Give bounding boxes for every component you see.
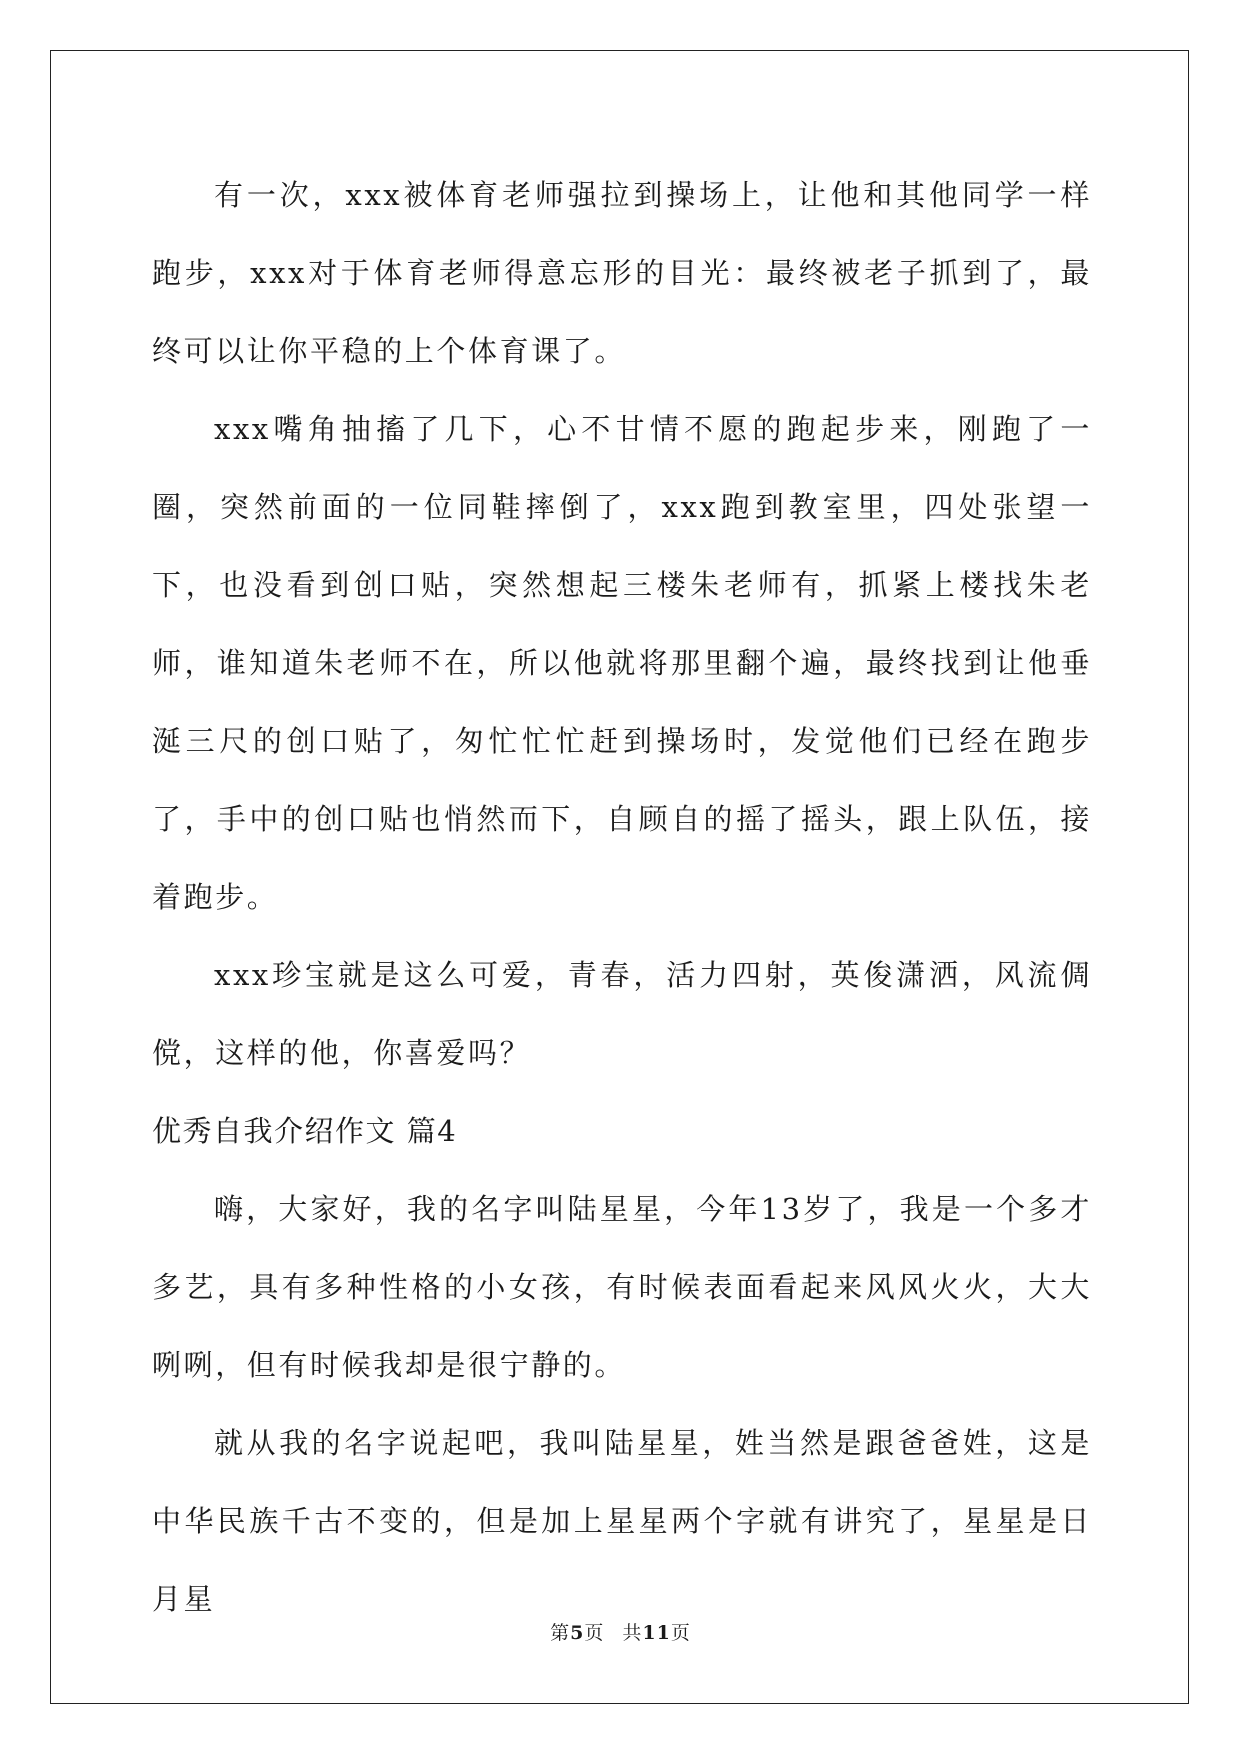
paragraph-5: 就从我的名字说起吧，我叫陆星星，姓当然是跟爸爸姓，这是中华民族千古不变的，但是加上星星两个字就有讲究了，星星是日月星: [152, 1426, 1092, 1616]
footer-page-mid: 页: [584, 1622, 605, 1644]
paragraph-1: 有一次，xxx被体育老师强拉到操场上，让他和其他同学一样跑步，xxx对于体育老师得意忘形的目光：最终被老子抓到了，最终可以让你平稳的上个体育课了。: [152, 178, 1092, 368]
footer-total-prefix: 共: [622, 1622, 643, 1644]
paragraph-4: 嗨，大家好，我的名字叫陆星星，今年13岁了，我是一个多才多艺，具有多种性格的小女孩，有时候表面看起来风风火火，大大咧咧，但有时候我却是很宁静的。: [152, 1192, 1092, 1382]
footer-page-current: 5: [570, 1622, 585, 1644]
paragraph-3: xxx珍宝就是这么可爱，青春，活力四射，英俊潇洒，风流倜傥，这样的他，你喜爱吗？: [152, 958, 1092, 1070]
paragraph-2: xxx嘴角抽搐了几下，心不甘情不愿的跑起步来，刚跑了一圈，突然前面的一位同鞋摔倒了，xxx跑到教室里，四处张望一下，也没看到创口贴，突然想起三楼朱老师有，抓紧上楼找朱老师，谁知道朱老师不在，所以他就将那里翻个遍，最终找到让他垂涎三尺的创口贴了，匆忙忙忙赶到操场时，发觉他们已经在跑步了，手中的创口贴也悄然而下，自顾自的摇了摇头，跟上队伍，接着跑步。: [152, 412, 1092, 914]
section-heading: 优秀自我介绍作文 篇4: [152, 1114, 458, 1148]
footer-total-suffix: 页: [670, 1622, 691, 1644]
page-footer: [0, 1618, 1241, 1645]
footer-page-prefix: 第: [550, 1622, 571, 1644]
document-body: [152, 156, 1092, 1638]
footer-page-total: 11: [642, 1622, 671, 1644]
